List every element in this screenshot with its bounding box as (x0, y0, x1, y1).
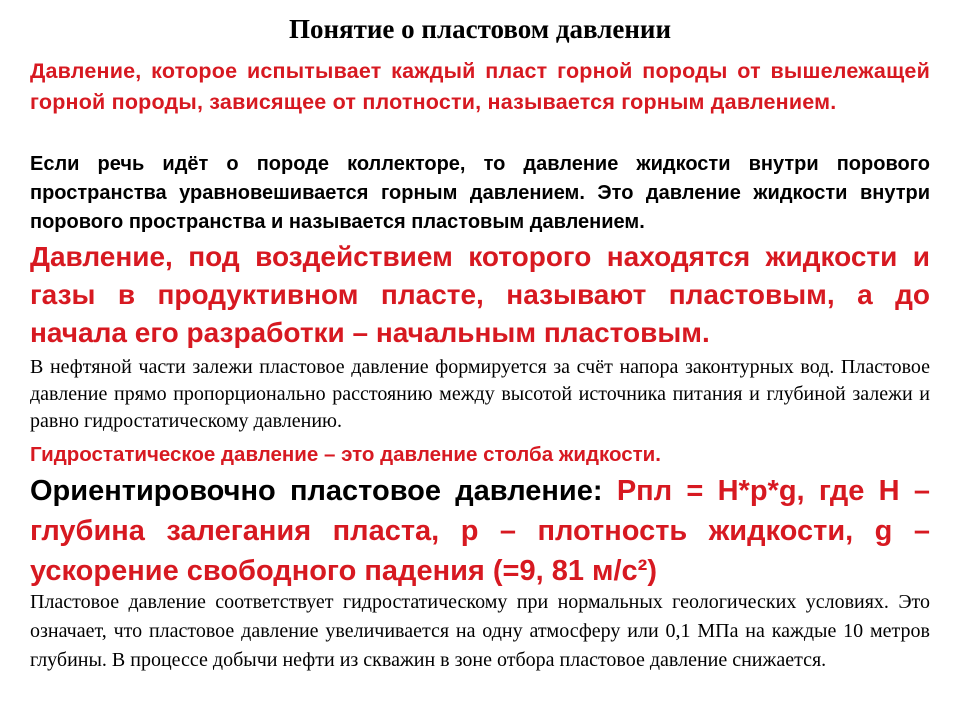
formula-lead: Ориентировочно пластовое давление: (30, 475, 603, 507)
collector-rock-paragraph: Если речь идёт о породе коллекторе, то давление жидкости внутри порового пространства уравновешивается горным давлением. Это давление жидкости внутри порового пространства и называется пластовым давлением. (30, 153, 930, 233)
oil-deposit-paragraph: В нефтяной части залежи пластовое давление формируется за счёт напора законтурных вод. Пластовое давление прямо пропорционально расстоянию между высотой источника питания и глубиной залежи и равно гидростатическому давлению. (30, 356, 930, 432)
slide-title: Понятие о пластовом давлении (288, 14, 672, 44)
formula-text: Рпл = H*p*g, где H – глубина залегания пласта, p – плотность жидкости, g – ускорение свободного падения (=9, 81 м/с²) (30, 475, 931, 587)
rock-pressure-definition: Давление, которое испытывает каждый пласт горной породы от вышележащей горной породы, зависящее от плотности, называется горным давлением. (30, 59, 930, 114)
approximate-pressure-formula (30, 471, 930, 591)
reservoir-pressure-definition: Давление, под воздействием которого находятся жидкости и газы в продуктивном пласте, называют пластовым, а до начала его разработки – начальным пластовым. (30, 241, 930, 348)
hydrostatic-pressure-definition: Гидростатическое давление – это давление столба жидкости. (30, 443, 661, 466)
normal-conditions-paragraph: Пластовое давление соответствует гидростатическому при нормальных геологических условиях. Это означает, что пластовое давление увеличивается на одну атмосферу или 0,1 МПа на каждые 10 метров глубины. В процессе добычи нефти из скважин в зоне отбора пластовое давление снижается. (30, 591, 930, 671)
